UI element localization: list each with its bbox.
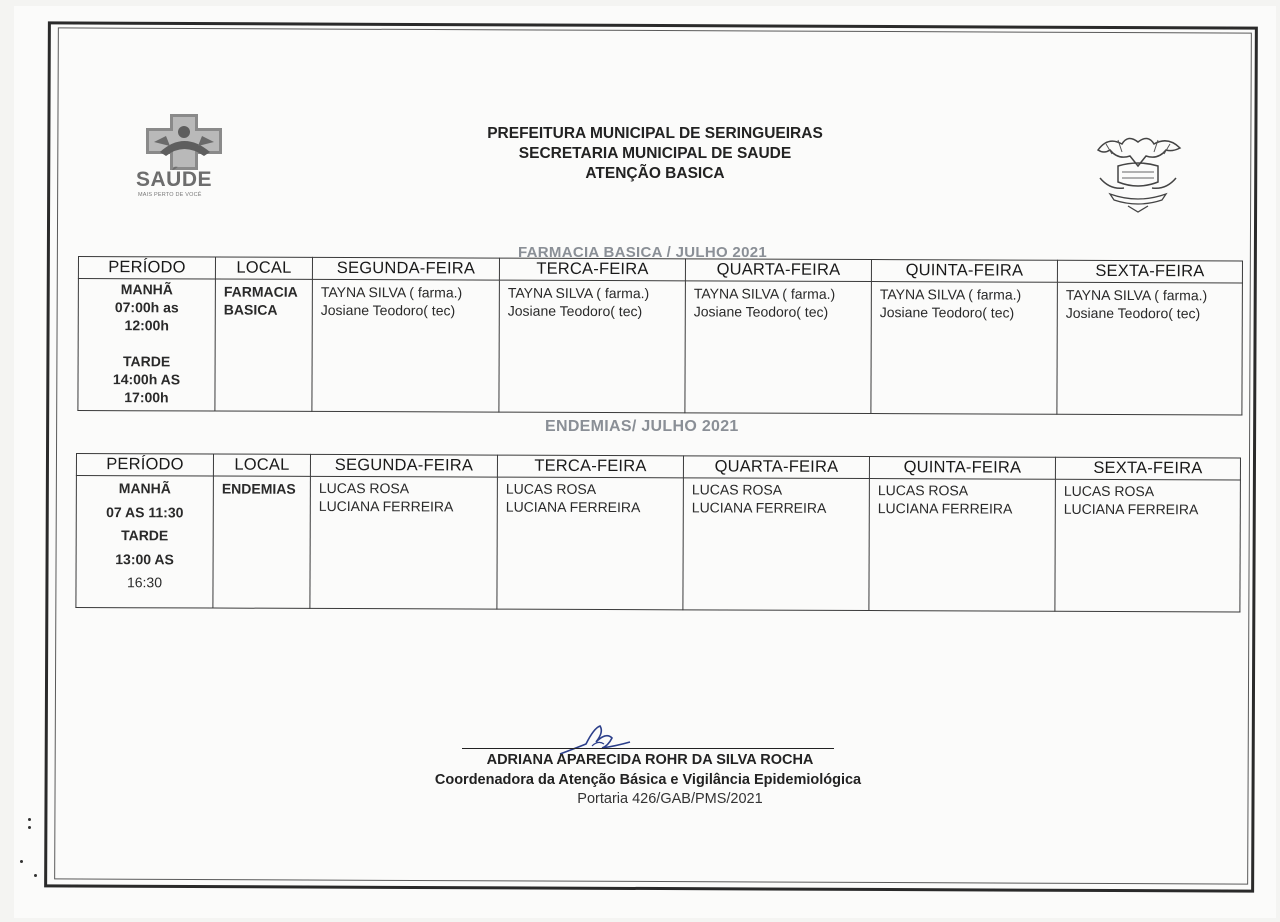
table-row	[76, 476, 1240, 612]
period-line: MANHÃ	[118, 480, 171, 497]
staff-cell-segunda	[312, 279, 500, 412]
signature-line	[462, 748, 834, 749]
header-line-atencao: ATENÇÃO BASICA	[585, 165, 725, 182]
staff-pharmacist: TAYNA SILVA ( farma.)	[1065, 286, 1208, 304]
col-header-segunda: SEGUNDA-FEIRA	[310, 454, 497, 477]
table-row	[78, 279, 1242, 415]
col-header-quarta: QUARTA-FEIRA	[685, 259, 871, 282]
scan-speck	[28, 826, 31, 829]
staff-technician: Josiane Teodoro( tec)	[1065, 304, 1201, 322]
staff-pharmacist: TAYNA SILVA ( farma.)	[507, 284, 650, 302]
header-line-prefeitura: PREFEITURA MUNICIPAL DE SERINGUEIRAS	[487, 125, 823, 142]
health-cross-icon	[140, 112, 230, 172]
staff-pharmacist: TAYNA SILVA ( farma.)	[693, 285, 836, 302]
farmacia-schedule-table	[77, 256, 1243, 415]
col-header-quinta: QUINTA-FEIRA	[871, 260, 1057, 283]
period-line: TARDE	[122, 353, 171, 370]
staff-agent-2: LUCIANA FERREIRA	[877, 500, 1013, 517]
local-cell	[215, 279, 313, 411]
scan-speck	[28, 818, 31, 821]
staff-agent-1: LUCAS ROSA	[505, 480, 597, 497]
col-header-sexta: SEXTA-FEIRA	[1055, 457, 1240, 480]
endemias-section-title: ENDEMIAS/ JULHO 2021	[545, 418, 739, 435]
period-cell	[76, 476, 214, 609]
staff-cell-sexta	[1057, 282, 1243, 415]
col-header-quarta: QUARTA-FEIRA	[683, 456, 869, 479]
period-line: 07 AS 11:30	[106, 503, 184, 520]
staff-cell-quinta	[869, 479, 1056, 612]
period-line: MANHÃ	[120, 281, 173, 298]
local-line: BASICA	[223, 301, 278, 318]
staff-cell-quarta	[685, 281, 872, 414]
period-line: 12:00h	[124, 317, 169, 334]
local-line: FARMACIA	[223, 283, 298, 300]
scan-speck	[34, 874, 37, 877]
saude-logo-tagline: MAIS PERTO DE VOCÊ	[138, 192, 202, 198]
col-header-sexta: SEXTA-FEIRA	[1057, 260, 1242, 283]
staff-cell-quinta	[871, 282, 1058, 415]
staff-agent-2: LUCIANA FERREIRA	[318, 497, 454, 515]
staff-cell-quarta	[683, 478, 870, 611]
staff-agent-2: LUCIANA FERREIRA	[505, 498, 641, 516]
col-header-terca: TERCA-FEIRA	[497, 455, 683, 478]
staff-pharmacist: TAYNA SILVA ( farma.)	[879, 286, 1022, 303]
local-cell	[213, 476, 311, 608]
endemias-schedule-table	[75, 453, 1241, 612]
header-line-secretaria: SECRETARIA MUNICIPAL DE SAUDE	[518, 145, 792, 162]
period-line: TARDE	[121, 527, 169, 544]
staff-technician: Josiane Teodoro( tec)	[507, 302, 643, 320]
staff-agent-1: LUCAS ROSA	[877, 482, 969, 499]
col-header-segunda: SEGUNDA-FEIRA	[312, 257, 499, 280]
scan-speck	[20, 860, 23, 863]
staff-agent-2: LUCIANA FERREIRA	[1063, 500, 1199, 518]
staff-cell-terca	[499, 280, 686, 413]
local-line: ENDEMIAS	[221, 480, 296, 497]
staff-agent-2: LUCIANA FERREIRA	[691, 499, 827, 516]
farmacia-section-title: FARMACIA BASICA / JULHO 2021	[518, 244, 767, 261]
period-line: 16:30	[126, 574, 163, 591]
crest-icon	[1088, 132, 1188, 216]
signatory-role: Coordenadora da Atenção Básica e Vigilância Epidemiológica	[434, 772, 862, 788]
signatory-ordinance: Portaria 426/GAB/PMS/2021	[577, 791, 763, 807]
staff-cell-sexta	[1055, 479, 1241, 612]
period-line: 13:00 AS	[115, 550, 174, 567]
staff-agent-1: LUCAS ROSA	[318, 479, 410, 497]
staff-cell-segunda	[310, 476, 498, 609]
staff-technician: Josiane Teodoro( tec)	[320, 301, 456, 319]
col-header-periodo: PERÍODO	[76, 454, 213, 477]
staff-technician: Josiane Teodoro( tec)	[693, 303, 829, 320]
staff-agent-1: LUCAS ROSA	[1063, 482, 1155, 500]
staff-technician: Josiane Teodoro( tec)	[879, 304, 1015, 321]
col-header-local: LOCAL	[213, 454, 310, 476]
period-line: 17:00h	[124, 389, 169, 406]
col-header-periodo: PERÍODO	[78, 257, 215, 280]
signatory-name: ADRIANA APARECIDA ROHR DA SILVA ROCHA	[486, 752, 814, 768]
period-cell	[78, 279, 216, 412]
period-line: 14:00h AS	[112, 371, 181, 388]
col-header-quinta: QUINTA-FEIRA	[869, 457, 1055, 480]
staff-agent-1: LUCAS ROSA	[691, 481, 783, 498]
saude-logo	[132, 112, 242, 202]
col-header-terca: TERCA-FEIRA	[499, 258, 685, 281]
saude-logo-word: SAÚDE	[136, 168, 213, 191]
staff-pharmacist: TAYNA SILVA ( farma.)	[320, 283, 463, 301]
municipal-crest	[1088, 132, 1188, 216]
document-header	[420, 124, 890, 184]
period-line: 07:00h as	[114, 299, 179, 316]
staff-cell-terca	[497, 477, 684, 610]
col-header-local: LOCAL	[215, 257, 312, 279]
